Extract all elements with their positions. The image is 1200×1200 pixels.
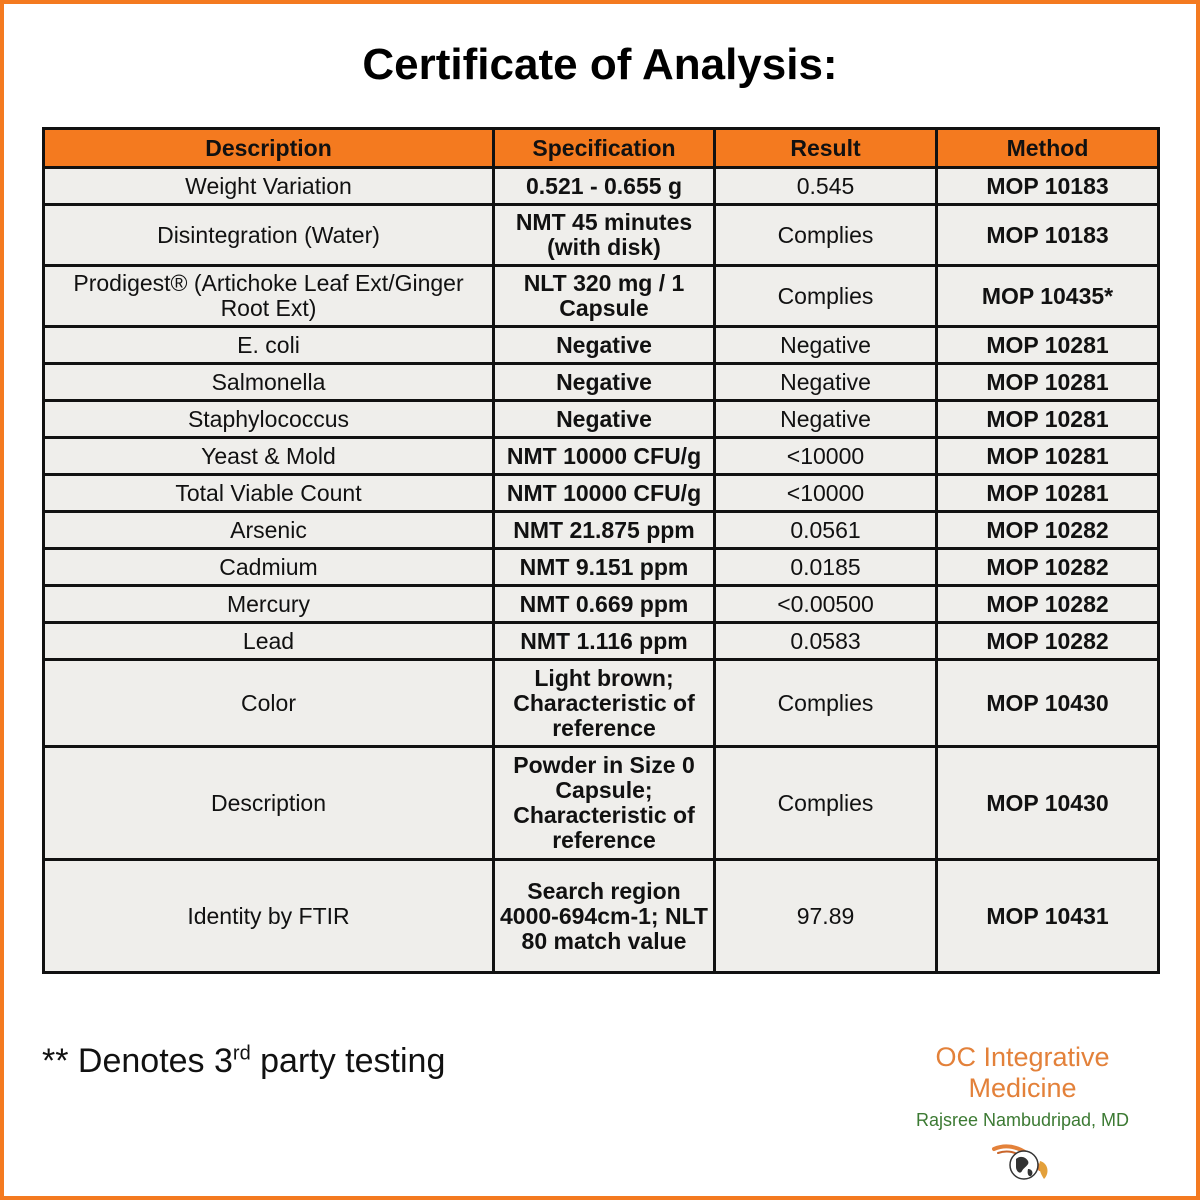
- cell-method: MOP 10282: [937, 623, 1159, 660]
- cell-method: MOP 10431: [937, 860, 1159, 973]
- cell-method: MOP 10183: [937, 205, 1159, 266]
- cell-result: Complies: [715, 747, 937, 860]
- table-row: [44, 623, 1159, 660]
- cell-description: Color: [44, 660, 494, 747]
- table-row: [44, 327, 1159, 364]
- cell-result: Complies: [715, 205, 937, 266]
- cell-method: MOP 10281: [937, 364, 1159, 401]
- table-row: [44, 401, 1159, 438]
- cell-specification: NMT 10000 CFU/g: [494, 438, 715, 475]
- cell-description: Total Viable Count: [44, 475, 494, 512]
- brand-subtitle: Rajsree Nambudripad, MD: [915, 1110, 1130, 1130]
- cell-specification: NMT 21.875 ppm: [494, 512, 715, 549]
- globe-leaf-icon: [880, 1139, 1165, 1192]
- cell-method: MOP 10282: [937, 586, 1159, 623]
- cell-description: E. coli: [44, 327, 494, 364]
- table-row: [44, 205, 1159, 266]
- cell-specification: NMT 0.669 ppm: [494, 586, 715, 623]
- page-title: Certificate of Analysis:: [362, 40, 838, 89]
- cell-method: MOP 10282: [937, 549, 1159, 586]
- cell-specification: Negative: [494, 327, 715, 364]
- cell-method: MOP 10282: [937, 512, 1159, 549]
- table-row: [44, 475, 1159, 512]
- cell-result: Negative: [715, 364, 937, 401]
- cell-method: MOP 10281: [937, 327, 1159, 364]
- cell-description: Weight Variation: [44, 168, 494, 205]
- cell-description: Description: [44, 747, 494, 860]
- cell-description: Yeast & Mold: [44, 438, 494, 475]
- cell-specification: 0.521 - 0.655 g: [494, 168, 715, 205]
- table-row: [44, 364, 1159, 401]
- cell-description: Disintegration (Water): [44, 205, 494, 266]
- cell-method: MOP 10281: [937, 438, 1159, 475]
- footnote-prefix: ** Denotes 3: [42, 1042, 233, 1080]
- cell-result: <10000: [715, 438, 937, 475]
- cell-result: <0.00500: [715, 586, 937, 623]
- cell-method: MOP 10281: [937, 475, 1159, 512]
- cell-description: Identity by FTIR: [44, 860, 494, 973]
- table-row: [44, 860, 1159, 973]
- cell-result: 0.0561: [715, 512, 937, 549]
- cell-result: Complies: [715, 660, 937, 747]
- cell-result: <10000: [715, 475, 937, 512]
- cell-specification: NMT 9.151 ppm: [494, 549, 715, 586]
- cell-method: MOP 10281: [937, 401, 1159, 438]
- footnote-suffix: party testing: [250, 1042, 446, 1080]
- table-row: [44, 549, 1159, 586]
- cell-method: MOP 10183: [937, 168, 1159, 205]
- cell-method: MOP 10430: [937, 660, 1159, 747]
- footnote-sup: rd: [232, 1042, 251, 1065]
- column-header: Specification: [494, 129, 715, 168]
- cell-result: 0.0185: [715, 549, 937, 586]
- cell-specification: Powder in Size 0 Capsule; Characteristic of reference: [494, 747, 715, 860]
- footnote: [42, 1042, 445, 1081]
- cell-specification: NMT 10000 CFU/g: [494, 475, 715, 512]
- column-header: Method: [937, 129, 1159, 168]
- cell-description: Staphylococcus: [44, 401, 494, 438]
- cell-specification: Search region 4000-694cm-1; NLT 80 match value: [494, 860, 715, 973]
- table-row: [44, 747, 1159, 860]
- cell-description: Lead: [44, 623, 494, 660]
- cell-specification: Light brown; Characteristic of reference: [494, 660, 715, 747]
- cell-description: Mercury: [44, 586, 494, 623]
- cell-specification: NMT 1.116 ppm: [494, 623, 715, 660]
- cell-specification: Negative: [494, 401, 715, 438]
- cell-description: Salmonella: [44, 364, 494, 401]
- column-header: Description: [44, 129, 494, 168]
- table-row: [44, 168, 1159, 205]
- cell-method: MOP 10430: [937, 747, 1159, 860]
- table-row: [44, 660, 1159, 747]
- table-row: [44, 586, 1159, 623]
- cell-result: 0.545: [715, 168, 937, 205]
- cell-specification: Negative: [494, 364, 715, 401]
- cell-specification: NMT 45 minutes (with disk): [494, 205, 715, 266]
- cell-result: Negative: [715, 401, 937, 438]
- cell-description: Prodigest® (Artichoke Leaf Ext/Ginger Root Ext): [44, 266, 494, 327]
- brand-name: OC Integrative Medicine: [935, 1042, 1110, 1103]
- certificate-table: [42, 127, 1160, 974]
- brand-block: [880, 1042, 1165, 1192]
- cell-specification: NLT 320 mg / 1 Capsule: [494, 266, 715, 327]
- cell-result: Negative: [715, 327, 937, 364]
- column-header: Result: [715, 129, 937, 168]
- table-row: [44, 438, 1159, 475]
- cell-result: Complies: [715, 266, 937, 327]
- table-body: [44, 168, 1159, 973]
- cell-result: 97.89: [715, 860, 937, 973]
- cell-method: MOP 10435*: [937, 266, 1159, 327]
- table-row: [44, 266, 1159, 327]
- cell-description: Cadmium: [44, 549, 494, 586]
- cell-result: 0.0583: [715, 623, 937, 660]
- header-row: [44, 129, 1159, 168]
- table-row: [44, 512, 1159, 549]
- cell-description: Arsenic: [44, 512, 494, 549]
